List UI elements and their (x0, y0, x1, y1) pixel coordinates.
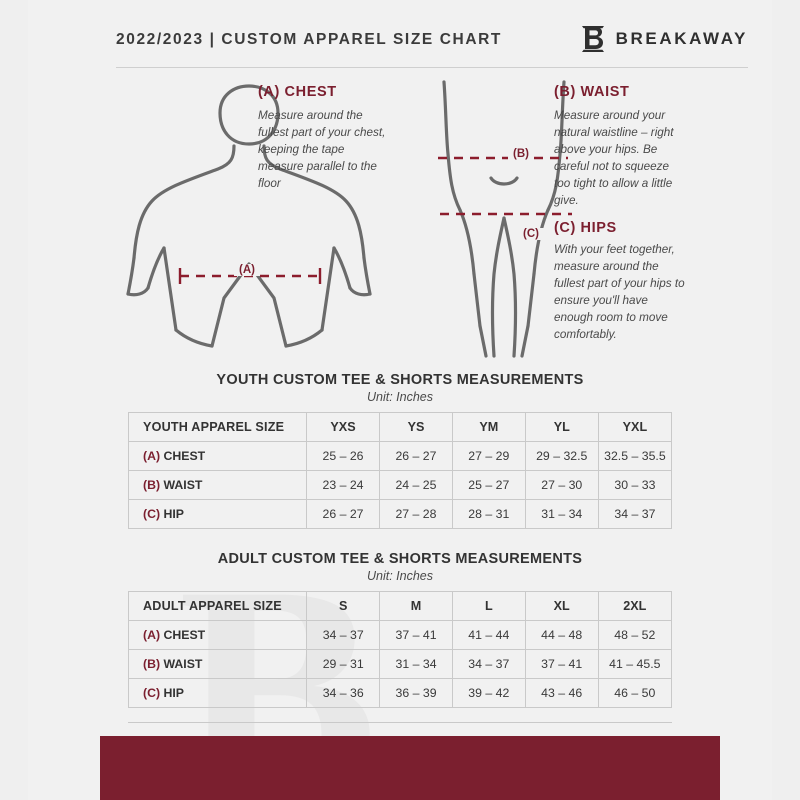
adult-cell-0-1: 37 – 41 (380, 621, 453, 650)
adult-cell-0-4: 48 – 52 (598, 621, 671, 650)
youth-row-name-0: CHEST (163, 449, 206, 463)
adult-cell-0-2: 41 – 44 (452, 621, 525, 650)
waist-diagram-label: (B) (508, 148, 534, 160)
callout-body-hips: With your feet together, measure around the fullest part of your hips to ensure you'll have enough room to move comfortably. (554, 243, 685, 341)
table-row (129, 442, 672, 471)
document-header (28, 0, 772, 68)
adult-row-header: ADULT APPAREL SIZE (129, 592, 307, 621)
adult-cell-2-0: 34 – 36 (307, 679, 380, 708)
youth-cell-2-3: 31 – 34 (525, 500, 598, 529)
adult-row-tag-2: (C) (143, 686, 161, 700)
youth-row-name-2: HIP (163, 507, 184, 521)
adult-col-3: XL (525, 592, 598, 621)
youth-col-0: YXS (306, 413, 379, 442)
adult-cell-0-3: 44 – 48 (525, 621, 598, 650)
adult-row-tag-0: (A) (143, 628, 161, 642)
adult-col-0: S (307, 592, 380, 621)
youth-col-4: YXL (598, 413, 671, 442)
callout-title-chest: (A) CHEST (258, 84, 337, 100)
youth-row-label-1 (129, 471, 307, 500)
table-row (129, 500, 672, 529)
youth-cell-0-4: 32.5 – 35.5 (598, 442, 671, 471)
youth-cell-2-1: 27 – 28 (380, 500, 453, 529)
youth-row-tag-2: (C) (143, 507, 161, 521)
table-row (129, 471, 672, 500)
adult-row-name-0: CHEST (163, 628, 206, 642)
youth-row-tag-1: (B) (143, 478, 161, 492)
adult-size-table (128, 591, 672, 708)
adult-col-2: L (452, 592, 525, 621)
youth-cell-0-2: 27 – 29 (452, 442, 525, 471)
adult-row-name-1: WAIST (163, 657, 203, 671)
adult-col-1: M (380, 592, 453, 621)
adult-cell-2-2: 39 – 42 (452, 679, 525, 708)
youth-row-label-2 (129, 500, 307, 529)
brand-lockup (582, 26, 748, 52)
adult-section-title: ADULT CUSTOM TEE & SHORTS MEASUREMENTS (217, 551, 583, 567)
table-row (129, 621, 672, 650)
youth-cell-1-3: 27 – 30 (525, 471, 598, 500)
adult-cell-1-1: 31 – 34 (380, 650, 453, 679)
youth-cell-0-1: 26 – 27 (380, 442, 453, 471)
youth-section-unit: Unit: Inches (366, 390, 433, 404)
table-header-row (129, 592, 672, 621)
adult-cell-2-3: 43 – 46 (525, 679, 598, 708)
footer-bar (100, 736, 720, 800)
adult-cell-0-0: 34 – 37 (307, 621, 380, 650)
callout-title-hips: (C) HIPS (554, 220, 617, 236)
adult-row-name-2: HIP (163, 686, 184, 700)
hips-diagram-label: (C) (518, 228, 544, 240)
adult-row-tag-1: (B) (143, 657, 161, 671)
youth-cell-0-3: 29 – 32.5 (525, 442, 598, 471)
adult-cell-1-4: 41 – 45.5 (598, 650, 671, 679)
breakaway-b-logo-icon (582, 26, 604, 52)
table-header-row (129, 413, 672, 442)
chest-diagram-label: (A) (234, 264, 260, 276)
adult-row-label-0 (129, 621, 307, 650)
adult-cell-1-0: 29 – 31 (307, 650, 380, 679)
table-row (129, 679, 672, 708)
page-title: 2022/2023 | CUSTOM APPAREL SIZE CHART (116, 31, 502, 48)
adult-cell-2-4: 46 – 50 (598, 679, 671, 708)
youth-cell-1-2: 25 – 27 (452, 471, 525, 500)
table-row (129, 650, 672, 679)
youth-cell-1-4: 30 – 33 (598, 471, 671, 500)
adult-cell-1-2: 34 – 37 (452, 650, 525, 679)
youth-cell-2-2: 28 – 31 (452, 500, 525, 529)
callout-title-waist: (B) WAIST (554, 84, 630, 100)
youth-col-2: YM (452, 413, 525, 442)
youth-cell-1-0: 23 – 24 (306, 471, 379, 500)
youth-col-3: YL (525, 413, 598, 442)
youth-cell-0-0: 25 – 26 (306, 442, 379, 471)
youth-row-tag-0: (A) (143, 449, 161, 463)
youth-section-title: YOUTH CUSTOM TEE & SHORTS MEASUREMENTS (216, 372, 584, 388)
hips-figure (444, 82, 564, 356)
adult-section-unit: Unit: Inches (366, 569, 433, 583)
adult-row-label-1 (129, 650, 307, 679)
youth-cell-2-4: 34 – 37 (598, 500, 671, 529)
youth-row-label-0 (129, 442, 307, 471)
footer-divider (128, 722, 672, 723)
document-sheet (28, 0, 772, 800)
youth-cell-2-0: 26 – 27 (306, 500, 379, 529)
brand-name: BREAKAWAY (615, 29, 748, 48)
youth-row-header: YOUTH APPAREL SIZE (129, 413, 307, 442)
youth-cell-1-1: 24 – 25 (380, 471, 453, 500)
callout-body-chest: Measure around the fullest part of your chest, keeping the tape measure parallel to the floor (258, 109, 386, 190)
youth-col-1: YS (380, 413, 453, 442)
youth-size-table (128, 412, 672, 529)
adult-cell-2-1: 36 – 39 (380, 679, 453, 708)
adult-cell-1-3: 37 – 41 (525, 650, 598, 679)
callout-body-waist: Measure around your natural waistline – right above your hips. Be careful not to squeeze too tight to allow a little give. (554, 109, 674, 207)
adult-row-label-2 (129, 679, 307, 708)
adult-col-4: 2XL (598, 592, 671, 621)
youth-row-name-1: WAIST (163, 478, 203, 492)
